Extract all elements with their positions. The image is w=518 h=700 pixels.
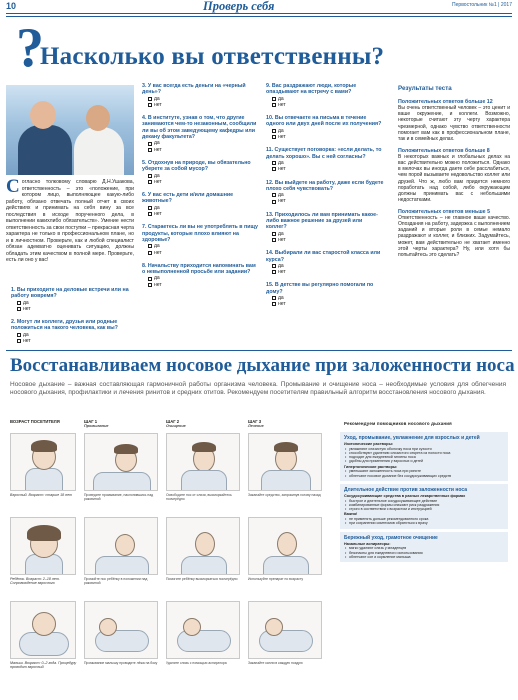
recommendation-item: • комбинированные формы снижают риск раздражения [344, 503, 504, 507]
recommendation-item: • увлажняют слизистую оболочку носа при сухости [344, 447, 504, 451]
checkbox-icon[interactable] [148, 251, 152, 255]
column-sub-step-3: Лечение [248, 424, 264, 428]
answer-label: нет [278, 101, 286, 108]
result-text: Ответственность – не главное ваше качество. Опоздания на работу, задержка с выполнением заданий и вторые роли в семье немало раздражают и коллег, и близких. Задумайтесь, может, вам действительно не хватает именно этой черты характера? Ну, или хотя бы попытайтесь это сделать? [398, 215, 510, 258]
checkbox-icon[interactable] [272, 135, 276, 139]
result-text: Вы очень ответственный человек – это ценит и ваше окружение, и коллеги. Возможно, некоторые считают эту черту характера чрезмерной, однако чувство ответственности помогает вам как в профессиональном плане, так и в семейных делах. [398, 105, 510, 142]
adult-step-1-illustration [84, 433, 158, 491]
answer-label: да [154, 95, 160, 102]
quiz-photo [6, 85, 134, 175]
step-caption: Закапайте средство, запрокинув голову назад [248, 493, 321, 497]
adult-step-3-illustration [248, 433, 322, 491]
baby-step-2-illustration [166, 601, 240, 659]
question-text: 6. У вас есть дети и/или домашние животные? [142, 192, 234, 205]
recommendation-item: • облегчают носовое дыхание без сосудосуживающих средств [344, 474, 504, 478]
recommendation-item: • безопасны для ежедневного использования [344, 551, 504, 555]
question-text: 14. Выбирали ли вас старостой класса или курса? [266, 250, 381, 263]
checkbox-icon[interactable] [148, 97, 152, 101]
answer-label: да [278, 230, 284, 237]
answer-option-no[interactable] [148, 102, 260, 108]
recommendation-subtitle: Важно! [344, 512, 358, 517]
answer-option-no[interactable] [148, 211, 260, 217]
answer-option-no[interactable] [17, 306, 129, 312]
answer-option-no[interactable] [272, 134, 384, 140]
answer-label: да [154, 204, 160, 211]
checkbox-icon[interactable] [148, 103, 152, 107]
age-label-baby: Малыш. Возраст: 0–2 года. Процедуру проводит взрослый [10, 661, 77, 670]
column-head-age: ВОЗРАСТ ПОСЕТИТЕЛЯ [10, 419, 60, 424]
quiz-question [142, 263, 260, 288]
child-step-2-illustration [166, 517, 240, 575]
answer-label: нет [23, 305, 31, 312]
answer-label: нет [278, 301, 286, 308]
quiz-question [266, 282, 384, 307]
answer-label: нет [278, 166, 286, 173]
answer-label: да [154, 275, 160, 282]
checkbox-icon[interactable] [148, 206, 152, 210]
question-text: 9. Вас раздражают люди, которые опаздывают на встречу с вами? [266, 83, 357, 96]
answer-label: нет [154, 101, 162, 108]
column-sub-step-2: Очищение [166, 424, 186, 428]
quiz-question [266, 147, 384, 172]
child-step-3-illustration [248, 517, 322, 575]
quiz-section [6, 16, 512, 346]
quiz-question [266, 180, 384, 205]
quiz-question [266, 250, 384, 275]
step-caption: Промойте нос ребёнку в положении над раковиной [84, 577, 148, 585]
checkbox-icon[interactable] [272, 232, 276, 236]
step-caption: Освободите нос от слизи, высморкайтесь поочерёдно [166, 493, 232, 501]
adult-illustration [10, 433, 76, 491]
recommendation-item: • подходят для ежедневной гигиены носа [344, 455, 504, 459]
answer-label: нет [278, 198, 286, 205]
checkbox-icon[interactable] [148, 283, 152, 287]
answer-option-no[interactable] [17, 338, 129, 344]
steps-grid [10, 419, 330, 691]
answer-label: нет [154, 178, 162, 185]
child-step-1-illustration [84, 517, 158, 575]
drop-cap: С [6, 176, 20, 197]
answer-label: нет [154, 281, 162, 288]
checkbox-icon[interactable] [272, 129, 276, 133]
questions-column-1 [11, 287, 129, 351]
recommendation-title: Бережный уход, грамотное очищение [344, 534, 438, 541]
question-text: 10. Вы отвечаете на письма в течение одного или двух дней после их получения? [266, 115, 382, 128]
quiz-question [142, 83, 260, 108]
result-text: В некоторых важных и глобальных делах на вас действительно можно положиться. Однако в мелочах вы иногда даете себе расслабиться, чем порой вызываете недовольство коллег или друзей. Что ж, любо вам придется немного поработать над собой, либо окружающим должны принимать вас с небольшими недостатками. [398, 154, 510, 203]
answer-label: да [23, 299, 29, 306]
checkbox-icon[interactable] [148, 244, 152, 248]
question-text: 15. В детстве вы регулярно помогали по дому? [266, 282, 374, 295]
checkbox-icon[interactable] [272, 193, 276, 197]
answer-label: да [278, 262, 284, 269]
checkbox-icon[interactable] [148, 277, 152, 281]
recommendations-panel [340, 419, 508, 691]
recommendation-title: Длительное действие против заложенности носа [344, 486, 468, 493]
questions-column-3 [266, 83, 384, 315]
column-head-step-1: ШАГ 1 [84, 419, 98, 424]
question-text: 3. У вас всегда есть деньги на «черный день»? [142, 83, 246, 96]
questions-column-2 [142, 83, 260, 295]
answer-option-no[interactable] [272, 269, 384, 275]
question-text: 13. Приходилось ли вам принимать какое-либо важное решение за друзей или коллег? [266, 211, 378, 231]
adult-step-2-illustration [166, 433, 240, 491]
checkbox-icon[interactable] [272, 270, 276, 274]
answer-label: нет [154, 211, 162, 218]
question-mark: ? [16, 17, 44, 79]
column-sub-step-1: Промывание [84, 424, 109, 428]
recommendation-block [340, 484, 508, 529]
question-text: 5. Отдохнув на природе, вы обязательно уберете за собой мусор? [142, 159, 251, 173]
results-column [398, 85, 510, 264]
checkbox-icon[interactable] [17, 301, 21, 305]
recommendation-item: • способствуют удалению слизистого секрета из полости носа [344, 451, 504, 455]
result-2 [398, 148, 510, 203]
answer-label: нет [154, 249, 162, 256]
answer-label: да [154, 140, 160, 147]
question-text: 2. Могут ли коллеги, друзья или родные положиться на такого человека, как вы? [11, 319, 118, 332]
child-illustration [10, 517, 76, 575]
quiz-lead [6, 176, 134, 264]
question-text: 12. Вы выйдете на работу, даже если будете плохо себя чувствовать? [266, 179, 384, 192]
answer-label: да [278, 159, 284, 166]
column-head-step-3: ШАГ 3 [248, 419, 262, 424]
recommendation-subtitle: Назальные аспираторы: [344, 541, 391, 546]
recommendations-heading: Рекомендуем помощников носового дыхания [344, 421, 452, 426]
quiz-question [266, 115, 384, 140]
page-header [6, 0, 512, 14]
checkbox-icon[interactable] [272, 97, 276, 101]
quiz-question [142, 160, 260, 185]
recommendation-item: • строго в соответствии с возрастом и инструкцией [344, 507, 504, 511]
nasal-intro: Носовое дыхание – важная составляющая гармоничной работы организма человека. Промывание и очищение носа – необходимые условия для облегчения носового дыхания, профилактики и лечения ринитов и средних отитов. Рекомендуем посетителям правильный алгоритм восстановления носового дыхания. [10, 381, 506, 396]
checkbox-icon[interactable] [148, 212, 152, 216]
recommendation-subtitle: Сосудосуживающие средства в разных лекарственных формах [344, 493, 466, 498]
recommendation-title: Уход, промывание, увлажнение для взрослых и детей [344, 435, 480, 441]
recommendation-item: • уменьшают заложенность носа при рините [344, 469, 504, 473]
checkbox-icon[interactable] [148, 148, 152, 152]
answer-label: нет [278, 236, 286, 243]
recommendation-item: • быстрое и длительное сосудосуживающее действие [344, 499, 504, 503]
page-number: 10 [6, 1, 17, 11]
recommendation-block [340, 532, 508, 562]
issue-label: Первостольник №1 | 2017 [452, 2, 512, 8]
age-label-child: Ребёнок. Возраст: 2–18 лет. Сопровождение взрослого [10, 577, 60, 586]
answer-label: да [154, 172, 160, 179]
question-text: 7. Стараетесь ли вы не употреблять в пищу продукты, которые плохо влияют на здоровье? [142, 224, 258, 243]
answer-label: да [278, 192, 284, 199]
answer-option-no[interactable] [148, 179, 260, 185]
quiz-question [266, 212, 384, 243]
recommendation-item: • при сохранении симптомов обратиться к врачу [344, 521, 504, 525]
result-heading: Положительных ответов больше 12 [398, 99, 493, 105]
checkbox-icon[interactable] [17, 307, 21, 311]
answer-option-no[interactable] [272, 301, 384, 307]
checkbox-icon[interactable] [148, 174, 152, 178]
recommendation-item: • облегчают сон и кормление малыша [344, 555, 504, 559]
recommendation-item: • мягко удаляют слизь у младенцев [344, 546, 504, 550]
answer-option-no[interactable] [272, 102, 384, 108]
answer-label: нет [23, 338, 31, 345]
step-caption: Промывание малышу проводите лёжа на боку [84, 661, 158, 665]
checkbox-icon[interactable] [17, 339, 21, 343]
quiz-question [142, 192, 260, 217]
recommendation-item: • удобны для применения у взрослых и детей [344, 459, 504, 463]
results-title: Результаты теста [398, 85, 452, 92]
quiz-question [266, 83, 384, 108]
step-caption: Проведите промывание, наклонившись над раковиной [84, 493, 154, 501]
result-heading: Положительных ответов больше 8 [398, 147, 490, 154]
answer-label: нет [154, 146, 162, 153]
checkbox-icon[interactable] [272, 296, 276, 300]
answer-option-no[interactable] [148, 282, 260, 288]
recommendation-block [340, 432, 508, 481]
answer-option-no[interactable] [272, 237, 384, 243]
baby-illustration [10, 601, 76, 659]
answer-label: нет [278, 269, 286, 276]
step-caption: Помогите ребёнку высморкаться поочерёдно [166, 577, 238, 581]
question-text: 4. В институте, узнав о том, что другие занимаются чем-то незаконным, сообщили ли вы об этом заведующему кафедры или декану факультета? [142, 115, 257, 141]
answer-label: да [154, 243, 160, 250]
answer-label: нет [278, 134, 286, 141]
question-text: 8. Начальству приходится напоминать вам о невыполненной просьбе или задании? [142, 262, 256, 276]
lead-text: огласно толковому словарю Д.Н.Ушакова, ответственность – это «положение, при котором лицо, выполняющее какую-либо работу, обязано отвечать полный отчет в своих действиях и принимать на себя вину за все последствия в исходе порученного дела, в выполнении какихлибо обязательств». Умение нести ответственность за свои поступки – прекрасная черта характера не только в профессиональном плане, но и в личностном. Проверьте, как и любой специалист обязан адекватно оценивать ситуацию, должны обладать этим качеством в полной мере. Проверьте, есть ли оно у вас! [6, 179, 134, 263]
baby-step-3-illustration [248, 601, 322, 659]
checkbox-icon[interactable] [272, 200, 276, 204]
checkbox-icon[interactable] [148, 142, 152, 146]
answer-option-no[interactable] [272, 166, 384, 172]
baby-step-1-illustration [84, 601, 158, 659]
answer-label: да [278, 95, 284, 102]
quiz-title: Насколько вы ответственны? [40, 43, 385, 70]
checkbox-icon[interactable] [272, 264, 276, 268]
quiz-question [11, 319, 129, 344]
checkbox-icon[interactable] [17, 333, 21, 337]
result-heading: Положительных ответов меньше 5 [398, 208, 491, 215]
recommendation-subtitle: Гипертонические растворы: [344, 464, 398, 469]
section-title: Проверь себя [203, 0, 275, 13]
checkbox-icon[interactable] [148, 180, 152, 184]
column-head-step-2: ШАГ 2 [166, 419, 180, 424]
result-3 [398, 209, 510, 258]
quiz-question [11, 287, 129, 312]
quiz-question [142, 115, 260, 153]
step-caption: Удалите слизь с помощью аспиратора [166, 661, 227, 665]
checkbox-icon[interactable] [272, 302, 276, 306]
recommendation-subtitle: Изотонические растворы: [344, 442, 394, 446]
checkbox-icon[interactable] [272, 161, 276, 165]
step-caption: Используйте препарат по возрасту [248, 577, 304, 581]
recommendation-item: • не применять дольше рекомендованного срока [344, 517, 504, 521]
checkbox-icon[interactable] [272, 103, 276, 107]
answer-option-no[interactable] [148, 250, 260, 256]
result-1 [398, 99, 510, 142]
question-text: 11. Существует поговорка: «если делать, то делать хорошо». Вы с ней согласны? [266, 147, 382, 160]
answer-option-no[interactable] [272, 198, 384, 204]
question-text: 1. Вы приходите на деловые встречи или на работу вовремя? [11, 287, 129, 300]
checkbox-icon[interactable] [272, 167, 276, 171]
quiz-question [142, 224, 260, 255]
answer-label: да [278, 127, 284, 134]
nasal-section [6, 350, 515, 670]
step-caption: Закапайте капли в каждую ноздрю [248, 661, 303, 665]
checkbox-icon[interactable] [272, 238, 276, 242]
answer-label: да [278, 295, 284, 302]
answer-option-no[interactable] [148, 147, 260, 153]
nasal-title: Восстанавливаем носовое дыхание при заложенности носа [10, 355, 515, 376]
answer-label: да [23, 331, 29, 338]
age-label-adult: Взрослый. Возраст: старше 18 лет [10, 493, 73, 497]
